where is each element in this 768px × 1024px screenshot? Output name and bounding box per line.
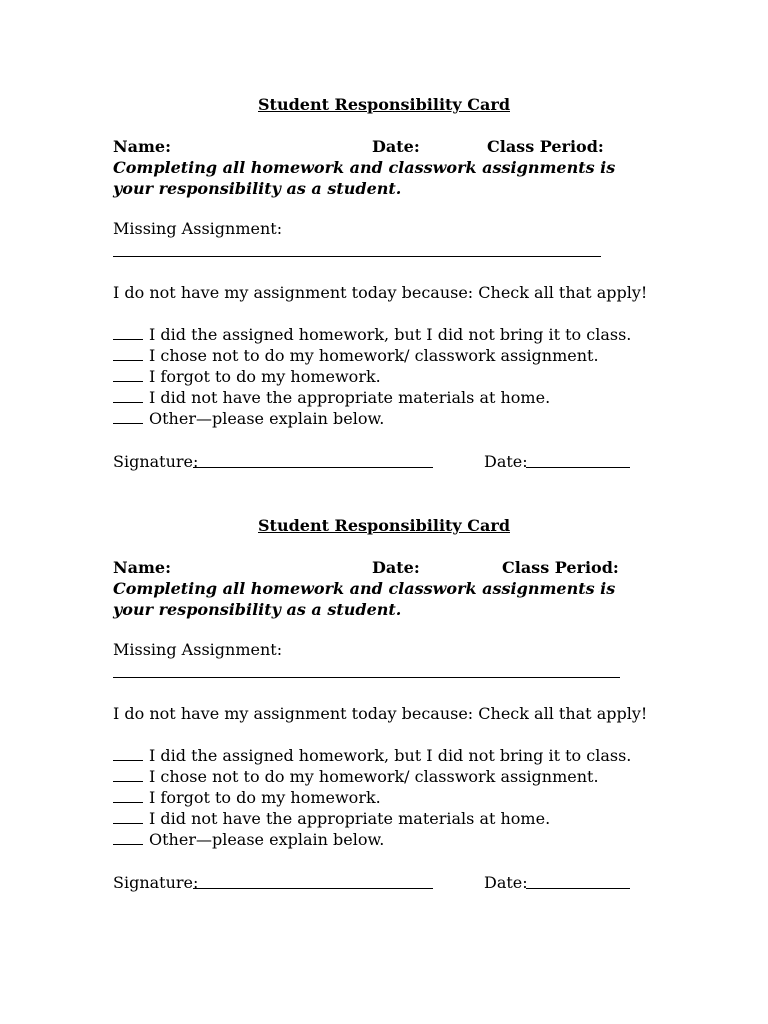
check-blank[interactable] [113,346,143,361]
reason-option-label: I did not have the appropriate materials at home. [149,809,551,828]
reason-option-label: I did the assigned homework, but I did not bring it to class. [149,325,632,344]
check-blank[interactable] [113,830,143,845]
signature-date-line[interactable] [526,872,630,889]
reason-option-label: I did not have the appropriate materials at home. [149,388,551,407]
reason-prompt: I do not have my assignment today because: Check all that apply! [113,704,648,723]
check-blank[interactable] [113,325,143,340]
reason-option [113,808,631,829]
reason-option [113,387,631,408]
reason-option-label: I chose not to do my homework/ classwork assignment. [149,767,599,786]
signature-date-label: Date: [484,873,528,892]
check-blank[interactable] [113,388,143,403]
signature-line[interactable] [193,451,433,468]
signature-date-label: Date: [484,452,528,471]
reason-option [113,745,631,766]
reason-options [113,745,631,850]
missing-assignment-line[interactable] [113,677,620,678]
responsibility-statement: Completing all homework and classwork assignments is your responsibility as a student. [113,158,616,198]
check-blank[interactable] [113,788,143,803]
reason-option-label: Other—please explain below. [149,830,385,849]
reason-option [113,324,631,345]
class-period-label: Class Period: [487,137,604,156]
missing-assignment-label: Missing Assignment: [113,640,283,659]
signature-label: Signature: [113,873,199,892]
reason-prompt: I do not have my assignment today because: Check all that apply! [113,283,648,302]
signature-date-line[interactable] [526,451,630,468]
reason-option-label: I forgot to do my homework. [149,788,381,807]
reason-option [113,366,631,387]
check-blank[interactable] [113,809,143,824]
name-label: Name: [113,558,172,577]
signature-line[interactable] [193,872,433,889]
class-period-label: Class Period: [502,558,619,577]
card-title: Student Responsibility Card [258,516,510,535]
check-blank[interactable] [113,746,143,761]
reason-option [113,787,631,808]
reason-option [113,345,631,366]
reason-option-label: Other—please explain below. [149,409,385,428]
missing-assignment-line[interactable] [113,256,601,257]
reason-option [113,408,631,429]
signature-label: Signature: [113,452,199,471]
reason-option [113,829,631,850]
reason-option-label: I chose not to do my homework/ classwork assignment. [149,346,599,365]
check-blank[interactable] [113,767,143,782]
card-title: Student Responsibility Card [258,95,510,114]
reason-option-label: I forgot to do my homework. [149,367,381,386]
check-blank[interactable] [113,367,143,382]
check-blank[interactable] [113,409,143,424]
reason-option-label: I did the assigned homework, but I did not bring it to class. [149,746,632,765]
reason-option [113,766,631,787]
responsibility-statement: Completing all homework and classwork assignments is your responsibility as a student. [113,579,616,619]
missing-assignment-label: Missing Assignment: [113,219,283,238]
date-label: Date: [372,558,420,577]
reason-options [113,324,631,429]
date-label: Date: [372,137,420,156]
name-label: Name: [113,137,172,156]
